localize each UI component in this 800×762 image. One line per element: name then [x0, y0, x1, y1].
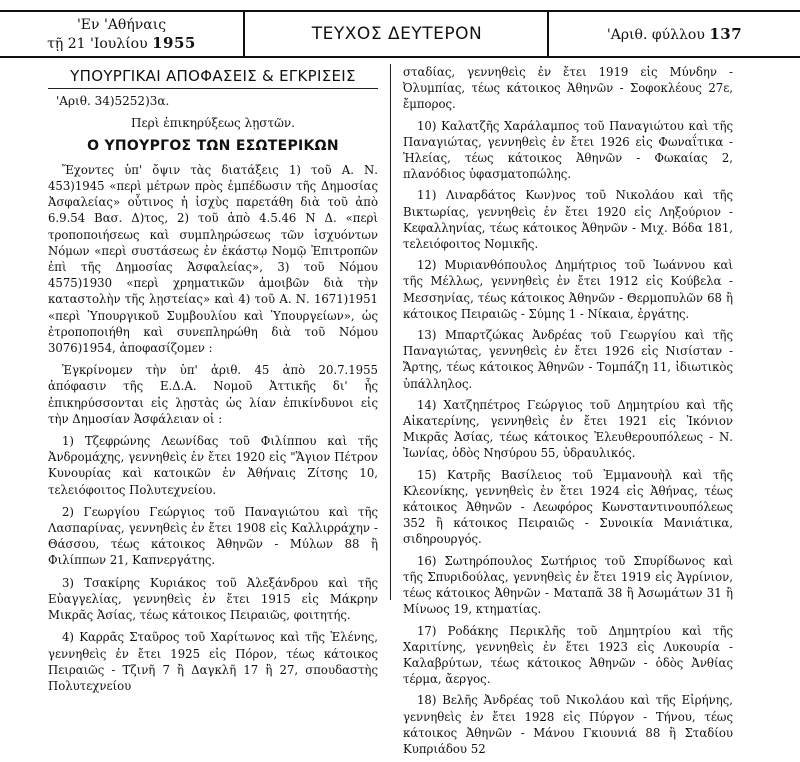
header-place: 'Εν 'Αθήναις [76, 17, 167, 33]
list-item: 1) Τζεφρώνης Λεωνίδας τοῦ Φιλίππου καὶ τῆς Ἀνδρομάχης, γεννηθεὶς ἐν ἔτει 1920 εἰς "Ἅγιον Πέτρον Κυνουρίας καὶ κατοικῶν ἐν Ἀθήναις Ζίτσης 10, τελειόφοιτος Πολυτεχνείου. [48, 434, 378, 497]
minister-heading: Ο ΥΠΟΥΡΓΟΣ ΤΩΝ ΕΣΩΤΕΡΙΚΩΝ [87, 137, 339, 154]
section-rule [48, 88, 378, 89]
section-title: ΥΠΟΥΡΓΙΚΑΙ ΑΠΟΦΑΣΕΙΣ & ΕΓΚΡΙΣΕΙΣ [70, 67, 356, 85]
header-date-text: τῇ 21 'Ιουλίου [47, 36, 148, 52]
decision-subject: Περὶ ἐπικηρύξεως λῃστῶν. [131, 116, 295, 131]
header-sheet-label: 'Αριθ. φύλλου [606, 27, 705, 43]
left-column [48, 64, 378, 700]
list-item: 15) Κατρῆς Βασίλειος τοῦ Ἐμμανουὴλ καὶ τῆς Κλεονίκης, γεννηθεὶς ἐν ἔτει 1924 εἰς Ἀθήνας, τέως κάτοικος Ἀθηνῶν - Λεωφόρος Κωνσταντινουπόλεως 352 ἢ κάτοικος Πειραιῶς - Συνοικία Μανιάτικα, σιδηρουργός. [403, 467, 733, 547]
paragraph: Ἐγκρίνομεν τὴν ὑπ' ἀριθ. 45 ἀπὸ 20.7.1955 ἀπόφασιν τῆς Ε.Δ.Α. Νομοῦ Ἀττικῆς δι' ἧς ἐπικηρύσσονται εἰς λῃστὰς ὡς λίαν ἐπικίνδυνοι εἰς τὴν Δημοσίαν Ἀσφάλειαν οἱ : [48, 363, 378, 426]
header-date [0, 12, 245, 56]
decision-reference: 'Αριθ. 34)5252)3α. [56, 94, 170, 109]
paragraph: Ἔχοντες ὑπ' ὄψιν τὰς διατάξεις 1) τοῦ Α. Ν. 453)1945 «περὶ μέτρων πρὸς ἐμπέδωσιν τῆς Δημοσίας Ἀσφαλείας» οὗτινος ἡ ἰσχὺς παρετάθη διὰ τοῦ ἀπὸ 6.9.54 Βασ. Δ)τος, 2) τοῦ ἀπὸ 4.5.46 Ν Δ. «περὶ τροποποιήσεως καὶ συμπληρώσεως τῶν ἰσχυόντων Νόμων «περὶ συστάσεως ἐν ἑκάστῳ Νομῷ Ἐπιτροπῶν ἐπὶ τῆς Δημοσίας Ἀσφαλείας», 3) τοῦ Νόμου 4575)1930 «περὶ χρηματικῶν ἀμοιβῶν διὰ τὴν καταστολὴν τῆς λῃστείας» καὶ 4) τοῦ Α. Ν. 1671)1951 «περὶ Ὑπουργικοῦ Συμβουλίου καὶ Ὑπουργείων», ὡς ἐτροποποιήθη καὶ συνεπληρώθη διὰ τοῦ Νόμου 3076)1954, ἀποφασίζομεν : [48, 162, 378, 356]
header-issue-title: ΤΕΥΧΟΣ ΔΕΥΤΕΡΟΝ [247, 12, 549, 56]
gazette-header [0, 10, 800, 58]
header-sheet-value: 137 [709, 25, 743, 43]
header-bottom-rule [0, 56, 800, 58]
list-item: 4) Καρρᾶς Σταῦρος τοῦ Χαρίτωνος καὶ τῆς Ἑλένης, γεννηθεὶς ἐν ἔτει 1925 εἰς Πόρον, τέως κάτοικος Πειραιῶς - Τζινῆ 7 ἢ Δαγκλῆ 17 ἢ 27, σπουδαστὴς Πολυτεχνείου [48, 630, 378, 693]
header-sheet-number [549, 12, 800, 56]
list-item: 18) Βελῆς Ἀνδρέας τοῦ Νικολάου καὶ τῆς Εἰρήνης, γεννηθεὶς ἐν ἔτει 1928 εἰς Πύργον - Τήνου, τέως κάτοικος Ἀθηνῶν - Μάνου Γκιουνιά 88 ἢ Σταδίου Κυπριάδου 52 [403, 693, 733, 756]
list-item: 10) Καλατζῆς Χαράλαμπος τοῦ Παναγιώτου καὶ τῆς Παναγιώτας, γεννηθεὶς ἐν ἔτει 1926 εἰς Φωναΐτικα - Ἠλείας, τέως κάτοικος Ἀθηνῶν - Φωκαίας 2, πλανόδιος ὑφασματοπώλης. [403, 118, 733, 182]
list-item: σταδίας, γεννηθεὶς ἐν ἔτει 1919 εἰς Μύνδην - Ὀλυμπίας, τέως κάτοικος Ἀθηνῶν - Σοφοκλέους 27ε, ἔμπορος. [403, 65, 733, 112]
list-item: 11) Λιναρδάτος Κων)νος τοῦ Νικολάου καὶ τῆς Βικτωρίας, γεννηθεὶς ἐν ἔτει 1920 εἰς Ληξούριον - Κεφαλληνίας, τέως κάτοικος Ἀθηνῶν - Μιχ. Βόδα 181, τελειόφοιτος Νομικῆς. [403, 188, 733, 252]
list-item: 13) Μπαρτζώκας Ἀνδρέας τοῦ Γεωργίου καὶ τῆς Παναγιώτας, γεννηθεὶς ἐν ἔτει 1926 εἰς Νισίσταν - Ἄρτης, τέως κάτοικος Ἀθηνῶν - Τομπάζη 11, ἰδιωτικὸς ὑπάλληλος. [403, 328, 733, 391]
list-item: 17) Ροδάκης Περικλῆς τοῦ Δημητρίου καὶ τῆς Χαριτίνης, γεννηθεὶς ἐν ἔτει 1923 εἰς Λυκουρία - Καλαβρύτων, τέως κάτοικος Ἀθηνῶν - ὁδὸς Ἀνθίας τέρμα, ἄεργος. [403, 623, 733, 687]
list-item: 14) Χατζηπέτρος Γεώργιος τοῦ Δημητρίου καὶ τῆς Αἰκατερίνης, γεννηθεὶς ἐν ἔτει 1921 εἰς Ἰκόνιον Μικρᾶς Ἀσίας, τέως κάτοικος Ἐλευθερουπόλεως - Ν. Ἰωνίας, ὁδὸς Νησύρου 55, ὑδραυλικός. [403, 397, 733, 461]
list-item: 2) Γεωργίου Γεώργιος τοῦ Παναγιώτου καὶ τῆς Λασπαρίνας, γεννηθεὶς ἐν ἔτει 1908 εἰς Καλλιρράχην - Θάσσου, τέως κάτοικος Ἀθηνῶν - Μύλων 88 ἢ Φιλίππων 21, Καπνεργάτης. [48, 504, 378, 568]
list-item: 12) Μυριανθόπουλος Δημήτριος τοῦ Ἰωάννου καὶ τῆς Μέλλως, γεννηθεὶς ἐν ἔτει 1912 εἰς Κούβελα - Μεσσηνίας, τέως κάτοικος Ἀθηνῶν - Θερμοπυλῶν 68 ἢ κάτοικος Πειραιῶς - Σύμης 1 - Νίκαια, ἐργάτης. [403, 258, 733, 321]
header-year: 1955 [152, 34, 196, 52]
header-date-line [0, 34, 243, 53]
right-column [403, 64, 733, 762]
list-item: 3) Τσακίρης Κυριάκος τοῦ Ἀλεξάνδρου καὶ τῆς Εὐαγγελίας, γεννηθεὶς ἐν ἔτει 1915 εἰς Μάκρην Μικρᾶς Ἀσίας, τέως κάτοικος Πειραιῶς, φοιτητής. [48, 575, 378, 623]
column-divider [390, 64, 391, 600]
list-item: 16) Σωτηρόπουλος Σωτήριος τοῦ Σπυρίδωνος καὶ τῆς Σπυριδούλας, γεννηθεὶς ἐν ἔτει 1919 εἰς Ἀγρίνιον, τέως κάτοικος Ἀθηνῶν - Ματαπᾶ 38 ἢ Ἀσωμάτων 31 ἢ Μίνωος 19, κτηματίας. [403, 553, 733, 617]
